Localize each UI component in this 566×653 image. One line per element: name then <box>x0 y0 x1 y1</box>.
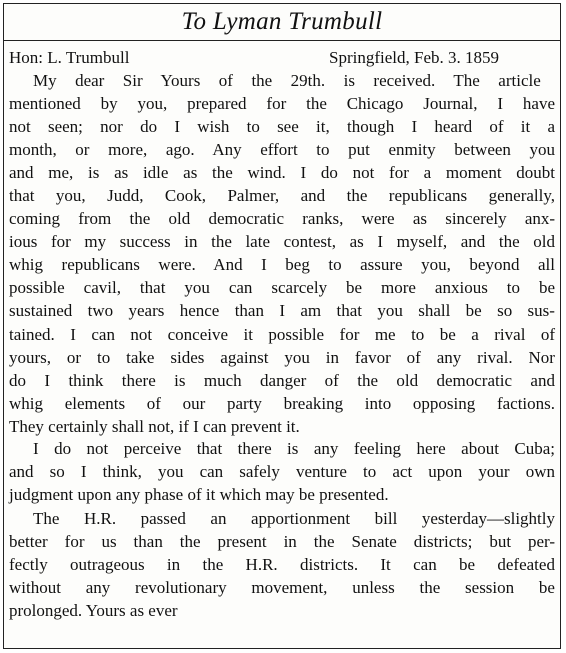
text-line: and so I think, you can safely venture to act upon your own <box>9 462 555 482</box>
text-line: better for us than the present in the Senate districts; but per- <box>9 532 556 552</box>
text-line: and me, is as idle as the wind. I do not for a moment doubt <box>9 163 556 183</box>
text-line: whig republicans were. And I beg to assure you, beyond all <box>9 255 555 275</box>
text-line: possible cavil, that you can scarcely be more anxious to be <box>9 278 556 298</box>
text-line: do I think there is much danger of the old democratic and <box>9 370 555 390</box>
paragraph-2 <box>9 437 555 506</box>
text-line: fectly outrageous in the H.R. districts. It can be defeated <box>9 555 555 575</box>
letter-header <box>9 46 552 69</box>
text-line: whig elements of our party breaking into opposing factions. <box>9 393 556 413</box>
text-line: The H.R. passed an apportionment bill yesterday—slightly <box>33 509 555 528</box>
text-line: I do not perceive that there is any feeling here about Cuba; <box>33 439 555 458</box>
letter-title: To Lyman Trumbull <box>181 8 383 35</box>
text-line: without any revolutionary movement, unless the session be <box>9 578 555 598</box>
letter-page <box>3 3 561 649</box>
text-line: judgment upon any phase of it which may be presented. <box>9 485 389 505</box>
text-line: sustained two years hence than I am that you shall be so sus- <box>9 301 555 321</box>
text-line: prolonged. Yours as ever <box>9 601 178 621</box>
text-line: month, or more, ago. Any effort to put enmity between you <box>9 140 556 160</box>
place-date: Springfield, Feb. 3. 1859 <box>329 48 499 67</box>
recipient: Hon: L. Trumbull <box>9 48 130 67</box>
paragraph-3 <box>9 507 555 622</box>
title-divider <box>4 40 560 41</box>
text-line: tained. I can not conceive it possible for me to be a rival of <box>9 324 556 344</box>
text-line: My dear Sir Yours of the 29th. is received. The article <box>33 71 541 90</box>
paragraph-1 <box>9 69 555 438</box>
text-line: not seen; nor do I wish to see it, though I heard of it a <box>9 117 556 137</box>
text-line: that you, Judd, Cook, Palmer, and the republicans generally, <box>9 186 556 206</box>
text-line: ious for my success in the late contest, as I myself, and the old <box>9 232 555 252</box>
text-line: yours, or to take sides against you in favor of any rival. Nor <box>9 347 555 367</box>
text-line: They certainly shall not, if I can prevent it. <box>9 416 300 436</box>
text-line: coming from the old democratic ranks, were as sincerely anx- <box>9 209 556 229</box>
text-line: mentioned by you, prepared for the Chicago Journal, I have <box>9 94 555 114</box>
